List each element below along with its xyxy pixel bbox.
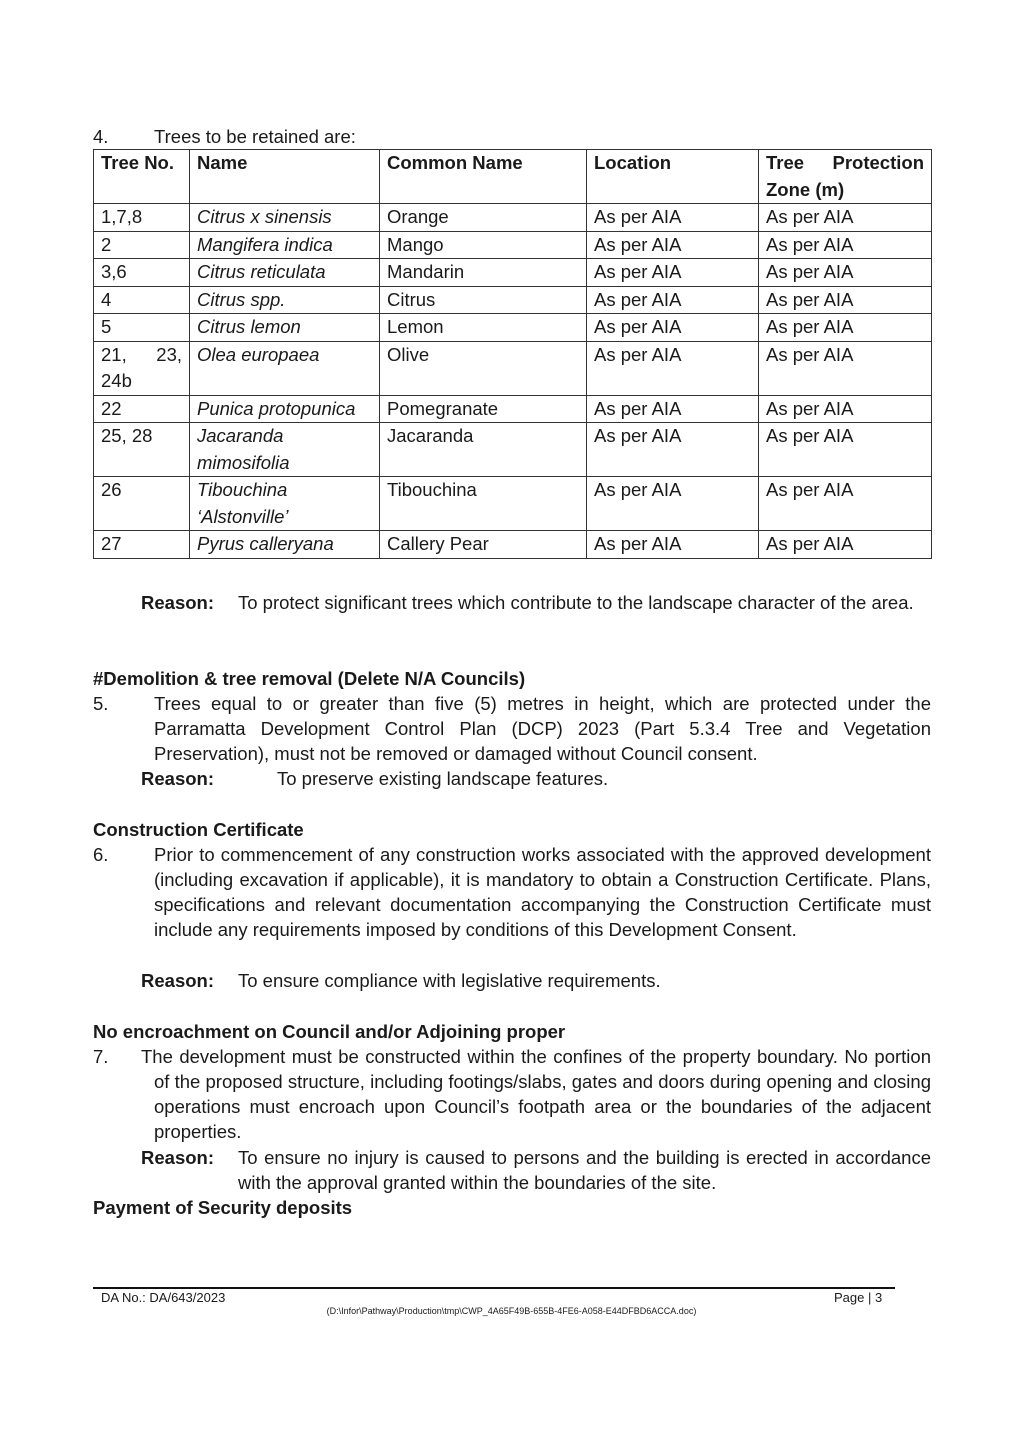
- cell-tpz: As per AIA: [759, 477, 932, 531]
- cell-tree-no: 22: [94, 395, 190, 423]
- cell-location: As per AIA: [587, 423, 759, 477]
- item-number: 7.: [93, 1046, 109, 1067]
- cell-name: Olea europaea: [190, 341, 380, 395]
- table-row: [94, 531, 932, 559]
- cell-tree-no: 25, 28: [94, 423, 190, 477]
- cell-location: As per AIA: [587, 395, 759, 423]
- reason-text: To ensure no injury is caused to persons and the building is erected in accordance with the approval granted within the boundaries of the site.: [238, 1147, 931, 1193]
- heading-no-encroachment: No encroachment on Council and/or Adjoining proper: [93, 1021, 566, 1042]
- heading-demolition: #Demolition & tree removal (Delete N/A Councils): [93, 668, 526, 689]
- cell-name: Citrus spp.: [190, 286, 380, 314]
- cell-common-name: Orange: [380, 204, 587, 232]
- header-tree-no: Tree No.: [94, 150, 190, 204]
- cell-location: As per AIA: [587, 314, 759, 342]
- cell-location: As per AIA: [587, 231, 759, 259]
- header-tree-protection-zone: Tree Protection Zone (m): [759, 150, 932, 204]
- cell-tpz: As per AIA: [759, 259, 932, 287]
- cell-tree-no: 27: [94, 531, 190, 559]
- cell-tpz: As per AIA: [759, 423, 932, 477]
- table-header-row: [94, 150, 932, 204]
- cell-tree-no: 1,7,8: [94, 204, 190, 232]
- heading-construction-certificate: Construction Certificate: [93, 819, 304, 840]
- reason-text: To protect significant trees which contribute to the landscape character of the area.: [238, 592, 914, 613]
- cell-tpz: As per AIA: [759, 531, 932, 559]
- reason-item-7: [141, 1145, 931, 1195]
- cell-tree-no: 3,6: [94, 259, 190, 287]
- header-common-name: Common Name: [380, 150, 587, 204]
- footer-da-number: DA No.: DA/643/2023: [101, 1290, 226, 1305]
- reason-label: Reason:: [141, 768, 214, 789]
- cell-tpz: As per AIA: [759, 286, 932, 314]
- table-row: [94, 341, 932, 395]
- header-location: Location: [587, 150, 759, 204]
- cell-location: As per AIA: [587, 477, 759, 531]
- cell-tree-no: 5: [94, 314, 190, 342]
- item-7: [93, 1044, 931, 1144]
- cell-name: Citrus lemon: [190, 314, 380, 342]
- reason-text: To ensure compliance with legislative requirements.: [238, 970, 661, 991]
- table-row: [94, 477, 932, 531]
- reason-item-4: [141, 590, 931, 615]
- cell-common-name: Citrus: [380, 286, 587, 314]
- cell-tree-no: 26: [94, 477, 190, 531]
- cell-location: As per AIA: [587, 259, 759, 287]
- item-text: The development must be constructed within the confines of the property boundary. No portion of the proposed structure, including footings/slabs, gates and doors during opening and closing operations must encroach upon Council’s footpath area or the boundaries of the adjacent properties.: [141, 1046, 931, 1142]
- trees-retained-table: [93, 149, 932, 559]
- item-text: Trees to be retained are:: [154, 126, 356, 147]
- cell-location: As per AIA: [587, 341, 759, 395]
- cell-common-name: Callery Pear: [380, 531, 587, 559]
- cell-tree-no: 21, 23, 24b: [94, 341, 190, 395]
- cell-location: As per AIA: [587, 286, 759, 314]
- cell-name: Mangifera indica: [190, 231, 380, 259]
- footer-file-path: (D:\Infor\Pathway\Production\tmp\CWP_4A65F49B-655B-4FE6-A058-E44DFBD6ACCA.doc): [326, 1306, 697, 1316]
- cell-name: Jacaranda mimosifolia: [190, 423, 380, 477]
- reason-item-6: [141, 968, 931, 993]
- cell-tpz: As per AIA: [759, 314, 932, 342]
- footer-page-number: Page | 3: [834, 1290, 883, 1305]
- cell-location: As per AIA: [587, 531, 759, 559]
- cell-tree-no: 2: [94, 231, 190, 259]
- cell-common-name: Lemon: [380, 314, 587, 342]
- item-text: Trees equal to or greater than five (5) metres in height, which are protected under the Parramatta Development Control Plan (DCP) 2023 (Part 5.3.4 Tree and Vegetation Preservation), must not be removed or damaged without Council consent.: [154, 693, 931, 764]
- table-row: [94, 423, 932, 477]
- cell-common-name: Pomegranate: [380, 395, 587, 423]
- reason-label: Reason:: [141, 970, 214, 991]
- cell-common-name: Olive: [380, 341, 587, 395]
- cell-tpz: As per AIA: [759, 341, 932, 395]
- cell-location: As per AIA: [587, 204, 759, 232]
- reason-item-5: [141, 766, 931, 791]
- cell-name: Pyrus calleryana: [190, 531, 380, 559]
- table-row: [94, 286, 932, 314]
- item-number: 4.: [93, 126, 109, 147]
- cell-common-name: Tibouchina: [380, 477, 587, 531]
- table-row: [94, 231, 932, 259]
- cell-tpz: As per AIA: [759, 395, 932, 423]
- table-row: [94, 204, 932, 232]
- item-4: [93, 124, 356, 149]
- header-name: Name: [190, 150, 380, 204]
- footer-divider: [93, 1287, 895, 1289]
- item-number: 6.: [93, 844, 109, 865]
- table-row: [94, 395, 932, 423]
- table-row: [94, 314, 932, 342]
- cell-tree-no: 4: [94, 286, 190, 314]
- heading-payment-security-deposits: Payment of Security deposits: [93, 1197, 353, 1218]
- cell-common-name: Jacaranda: [380, 423, 587, 477]
- item-5: [93, 691, 931, 766]
- cell-tpz: As per AIA: [759, 231, 932, 259]
- cell-tpz: As per AIA: [759, 204, 932, 232]
- cell-name: Punica protopunica: [190, 395, 380, 423]
- cell-common-name: Mandarin: [380, 259, 587, 287]
- reason-label: Reason:: [141, 1147, 214, 1168]
- cell-name: Citrus x sinensis: [190, 204, 380, 232]
- item-6: [93, 842, 931, 942]
- item-number: 5.: [93, 693, 109, 714]
- item-text: Prior to commencement of any construction works associated with the approved development (including excavation if applicable), it is mandatory to obtain a Construction Certificate. Plans, specifications and relevant documentation accompanying the Construction Certificate must include any requirements imposed by conditions of this Development Consent.: [154, 844, 931, 940]
- cell-name: Tibouchina ‘Alstonville’: [190, 477, 380, 531]
- cell-common-name: Mango: [380, 231, 587, 259]
- table-row: [94, 259, 932, 287]
- cell-name: Citrus reticulata: [190, 259, 380, 287]
- reason-text: To preserve existing landscape features.: [277, 768, 609, 789]
- reason-label: Reason:: [141, 592, 214, 613]
